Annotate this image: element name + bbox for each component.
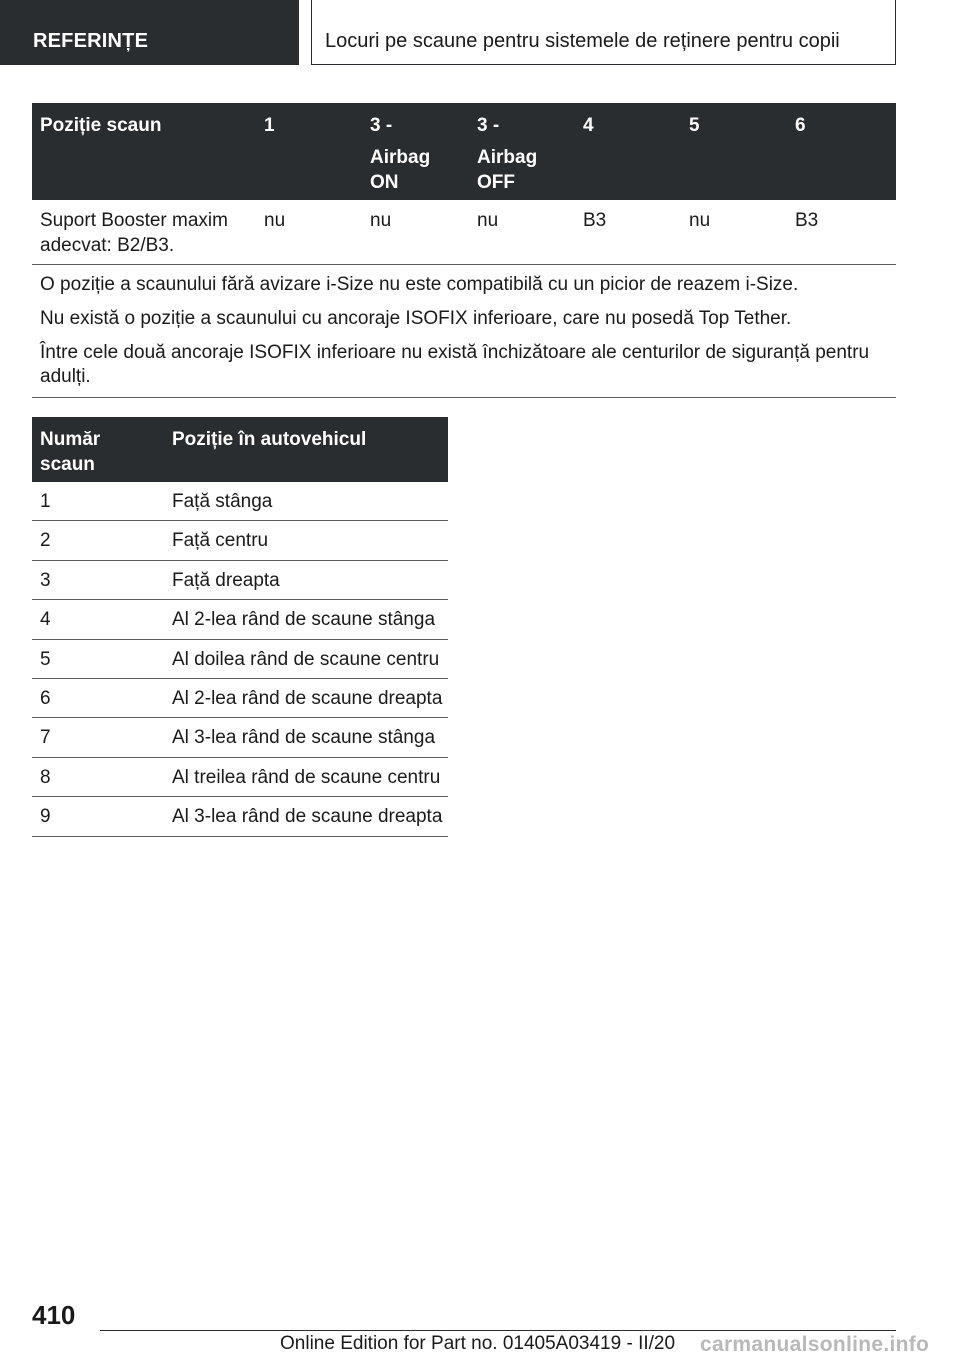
table-row (32, 200, 896, 265)
table-row (32, 640, 448, 679)
table-cell: B3 (583, 210, 607, 231)
seat-position: Al 2-lea rând de scaune dreapta (172, 687, 443, 709)
page-title: Locuri pe scaune pentru sistemele de reținere pentru copii (311, 0, 896, 65)
table-cell: B3 (795, 210, 819, 231)
seat-position: Față stânga (172, 491, 273, 512)
table-row (32, 600, 448, 639)
header-subtext: Airbag OFF (477, 147, 538, 193)
table-header (32, 103, 896, 200)
header-cell: Număr scaun (40, 429, 101, 475)
seat-number: 6 (40, 687, 51, 709)
row-label-line: Suport Booster maxim (40, 210, 228, 231)
seat-position: Al 3-lea rând de scaune stânga (172, 727, 436, 749)
seat-position: Al treilea rând de scaune centru (172, 766, 441, 788)
seat-number: 1 (40, 491, 51, 512)
table-cell: nu (477, 210, 499, 231)
seat-number: 5 (40, 648, 51, 670)
table-row (32, 797, 448, 836)
seat-position: Față centru (172, 530, 269, 552)
header-cell (583, 113, 594, 138)
table-row (32, 718, 448, 757)
seat-position: Al 3-lea rând de scaune dreapta (172, 806, 443, 828)
seat-position-table (32, 103, 896, 398)
header-cell (795, 113, 806, 138)
header-cell (477, 113, 557, 195)
seat-number-table (32, 417, 448, 837)
table-row (32, 482, 448, 521)
header-text: 3 - (477, 115, 500, 136)
note-text: Nu există o poziție a scaunului cu ancoraje ISOFIX inferioare, care nu posedă Top Tether. (40, 308, 792, 329)
seat-number: 9 (40, 806, 51, 828)
header-cell (370, 113, 450, 195)
footer-divider (100, 1330, 896, 1331)
table-header (32, 417, 448, 482)
table-cell: nu (370, 210, 392, 231)
header-text: 6 (795, 115, 806, 136)
edition-text: Online Edition for Part no. 01405A03419 - II/20 (280, 1333, 676, 1354)
header-cell (40, 113, 161, 138)
watermark: carmanualsonline.info (700, 1333, 930, 1356)
header-cell (264, 113, 275, 138)
note-text: O poziție a scaunului fără avizare i-Size nu este compatibilă cu un picior de reazem i-Size. (40, 274, 799, 295)
row-label (40, 208, 228, 258)
table-cell: nu (689, 210, 711, 231)
table-row (32, 758, 448, 797)
note-text: Între cele două ancoraje ISOFIX inferioare nu există închizătoare ale centurilor de siguranță pentru adulți. (40, 342, 870, 387)
header-cell (689, 113, 700, 138)
header-text: 1 (264, 115, 275, 136)
seat-position: Al 2-lea rând de scaune stânga (172, 609, 436, 631)
table-row (32, 561, 448, 600)
seat-number: 4 (40, 609, 51, 631)
table-notes (32, 265, 896, 398)
seat-position: Al doilea rând de scaune centru (172, 648, 440, 670)
table-row (32, 679, 448, 718)
row-label-line: adecvat: B2/B3. (40, 235, 175, 256)
header-text: 3 - (370, 115, 393, 136)
table-row (32, 521, 448, 560)
seat-number: 2 (40, 530, 51, 552)
header-subtext: Airbag ON (370, 147, 431, 193)
seat-position: Față dreapta (172, 569, 280, 591)
table-cell: nu (264, 210, 286, 231)
header-cell: Poziție în autovehicul (172, 429, 367, 450)
header-text: Poziție scaun (40, 115, 162, 136)
section-tab: REFERINȚE (0, 0, 299, 65)
seat-number: 8 (40, 766, 51, 788)
seat-number: 7 (40, 727, 51, 749)
seat-number: 3 (40, 569, 51, 591)
page-number: 410 (32, 1300, 76, 1330)
header-text: 4 (583, 115, 594, 136)
header-text: 5 (689, 115, 700, 136)
